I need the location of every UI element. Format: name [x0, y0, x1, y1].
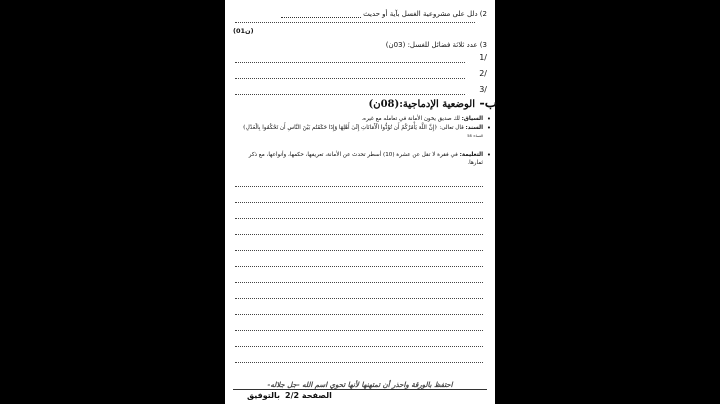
support-text: قال تعالى: ﴿إِنَّ اللَّهَ يَأْمُرُكُمْ أَن تُؤَدُّوا الْأَمَانَاتِ إِلَىٰ أَهْلِهَا وَإِذَا حَكَمْتُم بَيْنَ النَّاسِ أَن تَحْكُمُوا بِالْعَدْلِ﴾ — [242, 125, 466, 131]
instruction-label: التعليمة: — [459, 152, 483, 158]
answer-line[interactable] — [235, 250, 483, 251]
answer-line[interactable] — [235, 330, 483, 331]
q3-item-2-line[interactable] — [235, 78, 465, 79]
q3-item-3-number: 3/ — [479, 85, 487, 94]
question-3-text: 3) عدد ثلاثة فضائل للغسل: (03ن) — [385, 41, 487, 49]
answer-line[interactable] — [235, 186, 483, 187]
question-2-points: (01ن) — [233, 27, 254, 35]
section-letter: ب- — [479, 96, 497, 111]
page-number: الصفحة 2/2 — [285, 391, 332, 400]
footer-note: احتفظ بالورقة واحذر أن تمتهنها لأنها تحوي اسم الله -جل جلاله- — [267, 380, 453, 389]
q3-item-1-line[interactable] — [235, 62, 465, 63]
good-luck: بالتوفيق — [247, 391, 281, 400]
answer-line[interactable] — [235, 314, 483, 315]
answer-line[interactable] — [235, 362, 483, 363]
answer-line[interactable] — [235, 298, 483, 299]
answer-line[interactable] — [235, 282, 483, 283]
answer-line[interactable] — [235, 346, 483, 347]
question-2 — [281, 10, 487, 18]
q3-item-3-line[interactable] — [235, 94, 465, 95]
context-bullet — [233, 116, 483, 124]
instruction-text: في فقرة لا تقل عن عشرة (10) أسطر تحدث عن الأمانة، تعريفها، حكمها، وأنواعها، مع ذكر ثمارها. — [248, 152, 483, 166]
q3-item-2-number: 2/ — [479, 69, 487, 78]
context-text: لك صديق يخون الأمانة في تعامله مع غيره. — [361, 116, 462, 122]
question-2-dots — [281, 11, 361, 18]
answer-line[interactable] — [235, 234, 483, 235]
question-2-answer-line[interactable] — [235, 22, 475, 23]
support-bullet — [233, 125, 483, 140]
section-title: الوضعية الإدماجية:(08ن) — [368, 99, 475, 110]
support-label: السند: — [465, 125, 483, 131]
q3-item-1-number: 1/ — [479, 53, 487, 62]
footer-divider — [233, 389, 487, 390]
exam-page — [225, 0, 495, 404]
context-label: السياق: — [461, 116, 483, 122]
answer-line[interactable] — [235, 202, 483, 203]
question-2-text: 2) دلل على مشروعية الغسل بآية أو حديث — [363, 10, 487, 18]
support-reference: النساء: 58 — [467, 133, 483, 138]
instruction-bullet — [233, 152, 483, 167]
answer-line[interactable] — [235, 266, 483, 267]
answer-line[interactable] — [235, 218, 483, 219]
